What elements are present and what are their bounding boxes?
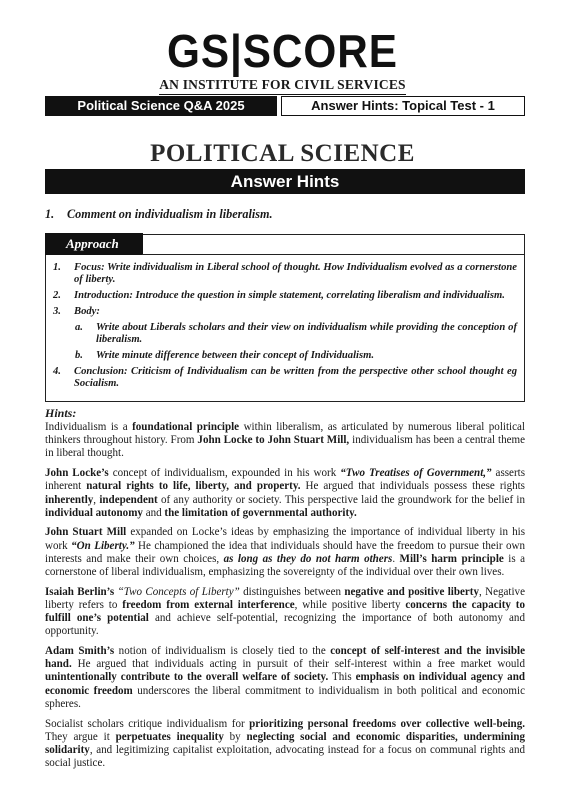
bold-text: concept of self-interest and the invisible hand.: [45, 645, 525, 671]
approach-item: [53, 306, 517, 318]
bold-text: foundational principle: [132, 421, 240, 433]
text: This: [328, 671, 356, 684]
bold-text: Adam Smith’s: [45, 645, 115, 658]
text: Individualism is a: [45, 421, 133, 433]
text: He championed the idea that individuals should have the freedom to pursue their own interests and make their own choices,: [45, 539, 526, 565]
bold-text: Isaiah Berlin’s: [45, 585, 115, 598]
paragraph: [45, 718, 525, 771]
text: and: [142, 506, 165, 519]
approach-subitem: [53, 350, 517, 362]
paragraph: [45, 586, 525, 639]
item-number: b.: [75, 350, 83, 361]
bold-italic-text: “Two Treatises of Government,”: [340, 467, 492, 480]
text: is a cornerstone of liberal individualism, emphasizing the sovereignty of the individual over their own lives.: [45, 552, 525, 579]
bold-text: John Locke’s: [45, 467, 109, 480]
text: asserts inherent: [45, 467, 525, 493]
bold-text: negative and positive liberty: [344, 585, 479, 598]
bold-text: prioritizing personal freedoms over collective well-being.: [249, 717, 525, 730]
item-text: Introduction: Introduce the question in simple statement, correlating liberalism and individualism.: [74, 290, 505, 301]
logo-main: GS|SCORE: [167, 25, 398, 77]
item-number: 1.: [53, 262, 61, 273]
bold-text: perpetuates inequality: [115, 730, 224, 743]
text: and achieve self-potential, recognizing the importance of both autonomy and opportunity.: [45, 612, 525, 638]
item-number: 4.: [53, 366, 61, 377]
text: Socialist scholars critique individualism for: [45, 717, 250, 730]
text: He argued that individuals possess these rights: [300, 480, 525, 493]
item-text: Write minute difference between their concept of Individualism.: [96, 350, 374, 361]
item-number: 3.: [53, 306, 61, 317]
hints-label: Hints:: [45, 406, 77, 420]
paragraph: [45, 421, 525, 461]
text: , and legitimizing capitalist exploitation, advocating instead for a focus on communal rights and social justice.: [45, 743, 525, 770]
item-number: 2.: [53, 290, 61, 301]
series-label: Political Science Q&A 2025: [45, 96, 277, 116]
bold-text: the limitation of governmental authority.: [164, 506, 357, 519]
approach-label: Approach: [45, 233, 143, 255]
approach-item: [53, 366, 517, 390]
bold-text: John Stuart Mill: [45, 526, 127, 539]
text: individualism has been a central theme in liberal thought.: [45, 434, 525, 460]
item-text: Write about Liberals scholars and their view on individualism while providing the conception of liberalism.: [96, 322, 517, 345]
text: They argue it: [45, 730, 116, 743]
question: [45, 207, 525, 222]
approach-box: [45, 234, 525, 402]
text: ,: [93, 493, 100, 506]
question-number: 1.: [45, 207, 55, 221]
bold-text: Mill’s harm principle: [399, 552, 504, 565]
question-text: Comment on individualism in liberalism.: [67, 207, 273, 221]
text: He argued that individuals acting in pursuit of their self-interest within a free market would: [71, 658, 525, 671]
paragraph: [45, 526, 525, 579]
item-text: Conclusion: Criticism of Individualism can be written from the perspective other school thought eg Socialism.: [74, 366, 517, 389]
logo: [0, 25, 565, 95]
bold-text: freedom from external interference: [122, 598, 295, 611]
paragraph: [45, 467, 525, 520]
bold-text: individual autonomy: [45, 506, 143, 519]
logo-tagline: AN INSTITUTE FOR CIVIL SERVICES: [159, 77, 406, 95]
approach-item: [53, 262, 517, 286]
bold-text: independent: [99, 493, 158, 506]
bold-text: neglecting social and economic disparities, undermining solidarity: [45, 730, 525, 756]
text: , while positive liberty: [294, 598, 406, 611]
approach-item: [53, 290, 517, 302]
paragraph: [45, 645, 525, 711]
text: expanded on Locke’s ideas by emphasizing the importance of individual liberty in his work: [45, 526, 525, 552]
test-label: Answer Hints: Topical Test - 1: [281, 96, 525, 116]
approach-divider: [142, 254, 525, 255]
bold-text: unintentionally contribute to the overall welfare of society.: [45, 671, 329, 684]
text: underscores the liberal commitment to individualism in both political and economic spheres.: [45, 684, 525, 710]
text: distinguishes between: [239, 585, 345, 598]
text: concept of individualism, expounded in his work: [108, 467, 341, 480]
page-title: POLITICAL SCIENCE: [150, 140, 415, 167]
bold-text: John Locke to John Stuart Mill,: [197, 434, 350, 447]
section-heading: Answer Hints: [45, 169, 525, 194]
text: of any authority or society. This perspective laid the groundwork for the belief in: [157, 493, 525, 506]
approach-list: [53, 262, 517, 394]
bold-text: concerns the capacity to fulfill one’s potential: [45, 598, 525, 625]
hints-body: [45, 421, 525, 777]
approach-subitem: [53, 322, 517, 346]
item-number: a.: [75, 322, 83, 333]
italic-text: “Two Concepts of Liberty”: [117, 585, 240, 598]
text: , Negative liberty refers to: [45, 585, 525, 611]
header-banner: [45, 96, 525, 116]
bold-text: natural rights to life, liberty, and property.: [86, 480, 301, 493]
bold-text: emphasis on individual agency and economic freedom: [45, 671, 525, 697]
text: by: [223, 730, 247, 743]
text: .: [392, 552, 400, 565]
item-text: Body:: [74, 306, 100, 317]
bold-italic-text: as long as they do not harm others: [223, 552, 393, 565]
text: within liberalism, as articulated by numerous liberal political thinkers throughout history. From: [45, 421, 525, 447]
bold-italic-text: “On Liberty.”: [71, 539, 135, 552]
bold-text: inherently: [45, 493, 94, 506]
item-text: Focus: Write individualism in Liberal school of thought. How Individualism evolved as a cornerstone of liberty.: [74, 262, 517, 285]
text: notion of individualism is closely tied to the: [114, 645, 331, 658]
